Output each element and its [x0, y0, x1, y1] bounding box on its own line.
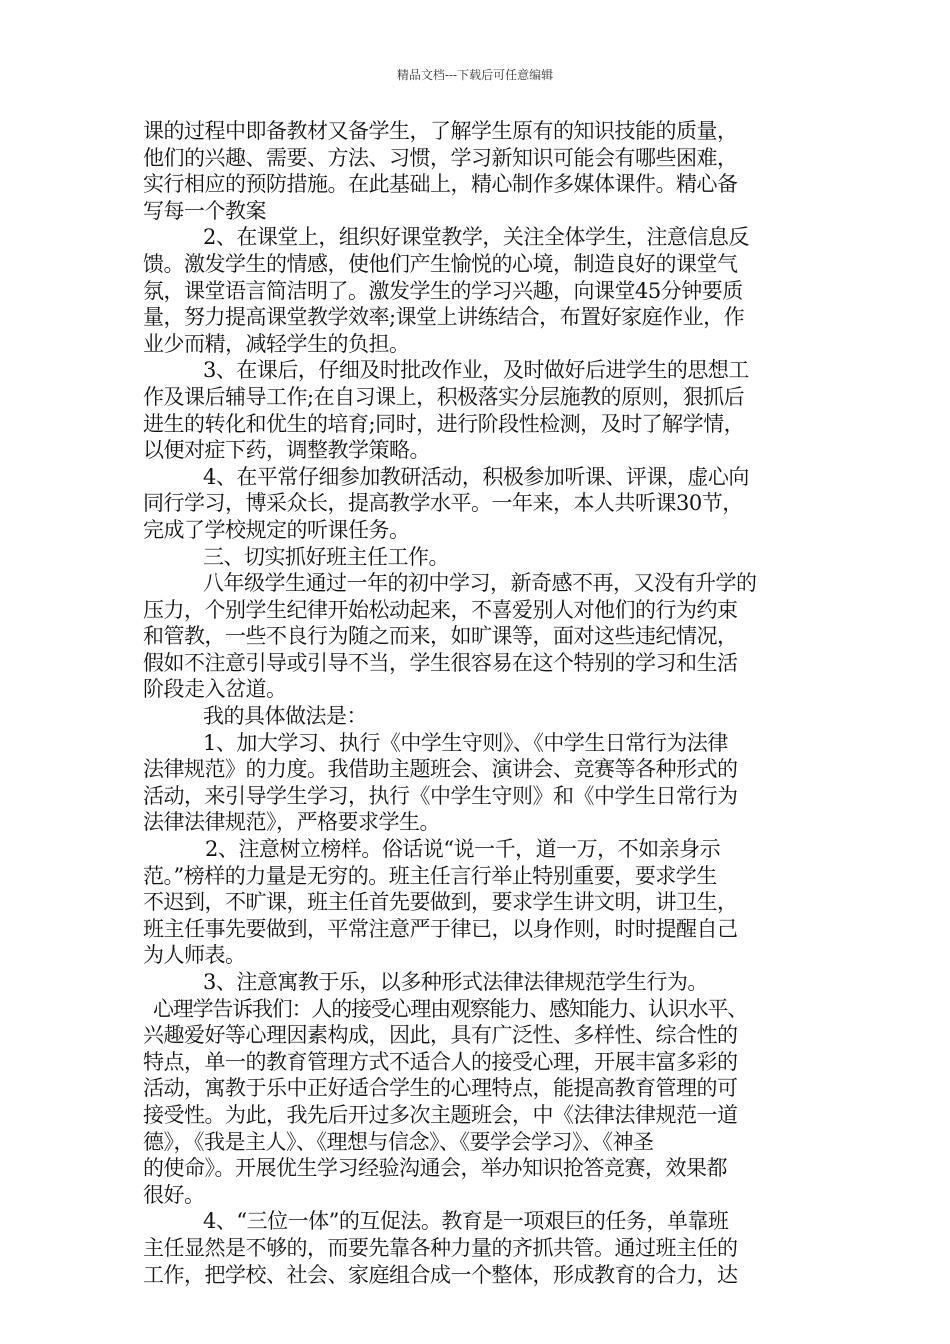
text-line: 主任显然是不够的，而要先靠各种力量的齐抓共管。通过班主任的 — [143, 1235, 738, 1260]
document-body — [143, 118, 813, 1288]
text-line: 4、在平常仔细参加教研活动，积极参加听课、评课，虚心向 — [203, 464, 749, 489]
text-line: 1、加大学习、执行《中学生守则》、《中学生日常行为法律 — [203, 730, 728, 755]
text-line: 3、注意寓教于乐，以多种形式法律法律规范学生行为。 — [203, 970, 708, 994]
text-line: 3、在课后，仔细及时批改作业，及时做好后进学生的思想工 — [203, 358, 749, 383]
text-line: 活动，寓教于乐中正好适合学生的心理特点，能提高教育管理的可 — [143, 1076, 738, 1101]
text-line: 他们的兴趣、需要、方法、习惯，学习新知识可能会有哪些困难， — [143, 145, 738, 170]
text-line: 写每一个教案 — [143, 198, 266, 223]
text-line: 假如不注意引导或引导不当，学生很容易在这个特别的学习和生活 — [143, 650, 738, 675]
text-line: 兴趣爱好等心理因素构成，因此，具有广泛性、多样性、综合性的 — [143, 1023, 738, 1048]
text-line: 的使命》。开展优生学习经验沟通会，举办知识抢答竞赛，效果都 — [143, 1156, 727, 1181]
text-line: 特点，单一的教育管理方式不适合人的接受心理，开展丰富多彩的 — [143, 1049, 738, 1074]
text-line: 4、“三位一体”的互促法。教育是一项艰巨的任务，单靠班 — [203, 1209, 729, 1234]
text-line: 接受性。为此，我先后开过多次主题班会，中《法律法律规范一道 — [143, 1102, 738, 1127]
text-line: 八年级学生通过一年的初中学习，新奇感不再，又没有升学的 — [203, 571, 757, 596]
text-line: 以便对症下药，调整教学策略。 — [143, 438, 430, 463]
text-line: 课的过程中即备教材又备学生，了解学生原有的知识技能的质量， — [143, 119, 738, 143]
text-line: 进生的转化和优生的培育;同时，进行阶段性检测，及时了解学情， — [143, 411, 745, 436]
text-line: 馈。激发学生的情感，使他们产生愉悦的心境，制造良好的课堂气 — [143, 251, 738, 276]
text-line: 阶段走入岔道。 — [143, 677, 287, 702]
text-line: 业少而精，减轻学生的负担。 — [143, 331, 410, 356]
text-line: 同行学习，博采众长，提高教学水平。一年来，本人共听课30节， — [143, 491, 743, 516]
text-line: 量，努力提高课堂教学效率;课堂上讲练结合，布置好家庭作业，作 — [143, 305, 745, 330]
text-line: 工作，把学校、社会、家庭组合成一个整体，形成教育的合力，达 — [143, 1262, 738, 1287]
page-header: 精品文档---下载后可任意编辑 — [396, 68, 554, 82]
text-line: 不迟到，不旷课，班主任首先要做到，要求学生讲文明，讲卫生， — [143, 890, 738, 915]
text-line: 法律规范》的力度。我借助主题班会、演讲会、竞赛等各种形式的 — [143, 757, 738, 782]
text-line: 活动，来引导学生学习，执行《中学生守则》和《中学生日常行为 — [143, 783, 738, 808]
text-line: 德》，《我是主人》、《理想与信念》、《要学会学习》、《神圣 — [143, 1129, 654, 1154]
text-line: 我的具体做法是： — [203, 704, 367, 729]
text-line: 作及课后辅导工作;在自习课上，积极落实分层施教的原则，狠抓后 — [143, 384, 745, 409]
text-line: 班主任事先要做到，平常注意严于律已，以身作则，时时提醒自己 — [143, 916, 738, 941]
text-line: 氛，课堂语言简洁明了。激发学生的学习兴趣，向课堂45分钟要质 — [143, 278, 743, 303]
text-line: 为人师表。 — [143, 943, 246, 968]
text-line: 和管教，一些不良行为随之而来，如旷课等，面对这些违纪情况， — [143, 624, 738, 649]
text-line: 范。”榜样的力量是无穷的。班主任言行举止特别重要，要求学生 — [143, 863, 717, 888]
text-line: 很好。 — [143, 1182, 205, 1207]
text-line: 压力，个别学生纪律开始松动起来，不喜爱别人对他们的行为约束 — [143, 597, 738, 622]
text-line: 心理学告诉我们：人的接受心理由观察能力、感知能力、认识水平、 — [153, 996, 747, 1021]
text-line: 2、注意树立榜样。俗话说“说一千，道一万，不如亲身示 — [205, 837, 721, 862]
text-line: 三、切实抓好班主任工作。 — [203, 544, 449, 569]
text-line: 完成了学校规定的听课任务。 — [143, 517, 410, 542]
text-line: 实行相应的预防措施。在此基础上，精心制作多媒体课件。精心备 — [143, 172, 738, 197]
text-line: 法律法律规范》，严格要求学生。 — [143, 810, 440, 835]
text-line: 2、在课堂上，组织好课堂教学，关注全体学生，注意信息反 — [203, 225, 749, 250]
